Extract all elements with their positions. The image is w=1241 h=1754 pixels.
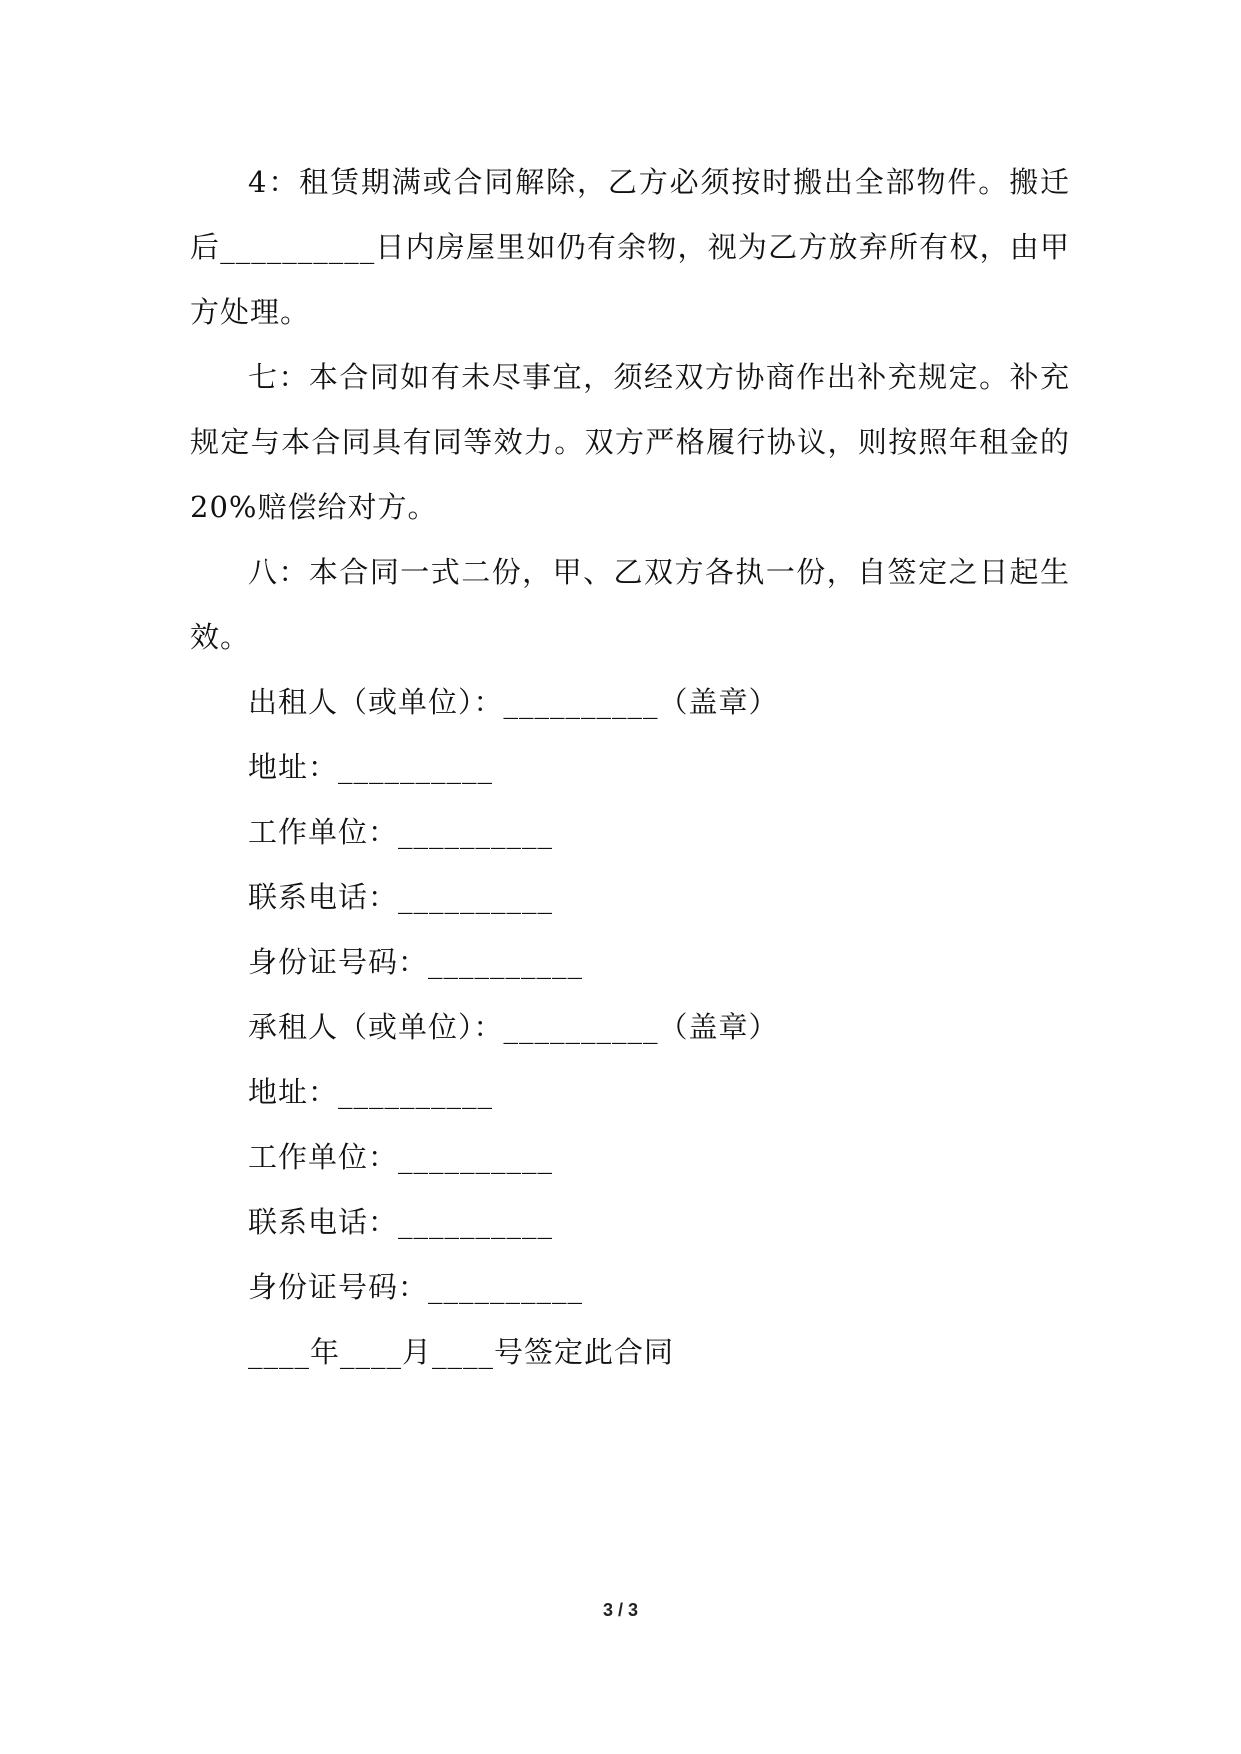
lessor-phone-line: 联系电话：__________ — [248, 880, 554, 914]
clause-4-paragraph: 4：租赁期满或合同解除，乙方必须按时搬出全部物件。搬迁后__________日内房屋里如仍有余物，视为乙方放弃所有权，由甲方处理。 — [190, 165, 1070, 329]
signing-date-line: ____年____月____号签定此合同 — [248, 1335, 675, 1369]
lessor-work-unit-line: 工作单位：__________ — [248, 815, 554, 849]
clause-8-paragraph: 八：本合同一式二份，甲、乙双方各执一份，自签定之日起生效。 — [190, 555, 1070, 654]
lessee-address-line: 地址：__________ — [248, 1075, 494, 1109]
page-number: 3 / 3 — [602, 1600, 639, 1620]
lessor-address-line: 地址：__________ — [248, 750, 494, 784]
lessor-name-line: 出租人（或单位）：__________（盖章） — [248, 685, 779, 719]
lessee-name-line: 承租人（或单位）：__________（盖章） — [248, 1010, 779, 1044]
lessee-signature-block — [190, 995, 1070, 1320]
lessor-id-number-line: 身份证号码：__________ — [248, 945, 584, 979]
lessor-signature-block — [190, 670, 1070, 995]
lessee-phone-line: 联系电话：__________ — [248, 1205, 554, 1239]
lessee-work-unit-line: 工作单位：__________ — [248, 1140, 554, 1174]
clause-7-paragraph: 七：本合同如有未尽事宜，须经双方协商作出补充规定。补充规定与本合同具有同等效力。双方严格履行协议，则按照年租金的 20%赔偿给对方。 — [190, 360, 1070, 524]
lessee-id-number-line: 身份证号码：__________ — [248, 1270, 584, 1304]
document-body — [190, 150, 1070, 1385]
